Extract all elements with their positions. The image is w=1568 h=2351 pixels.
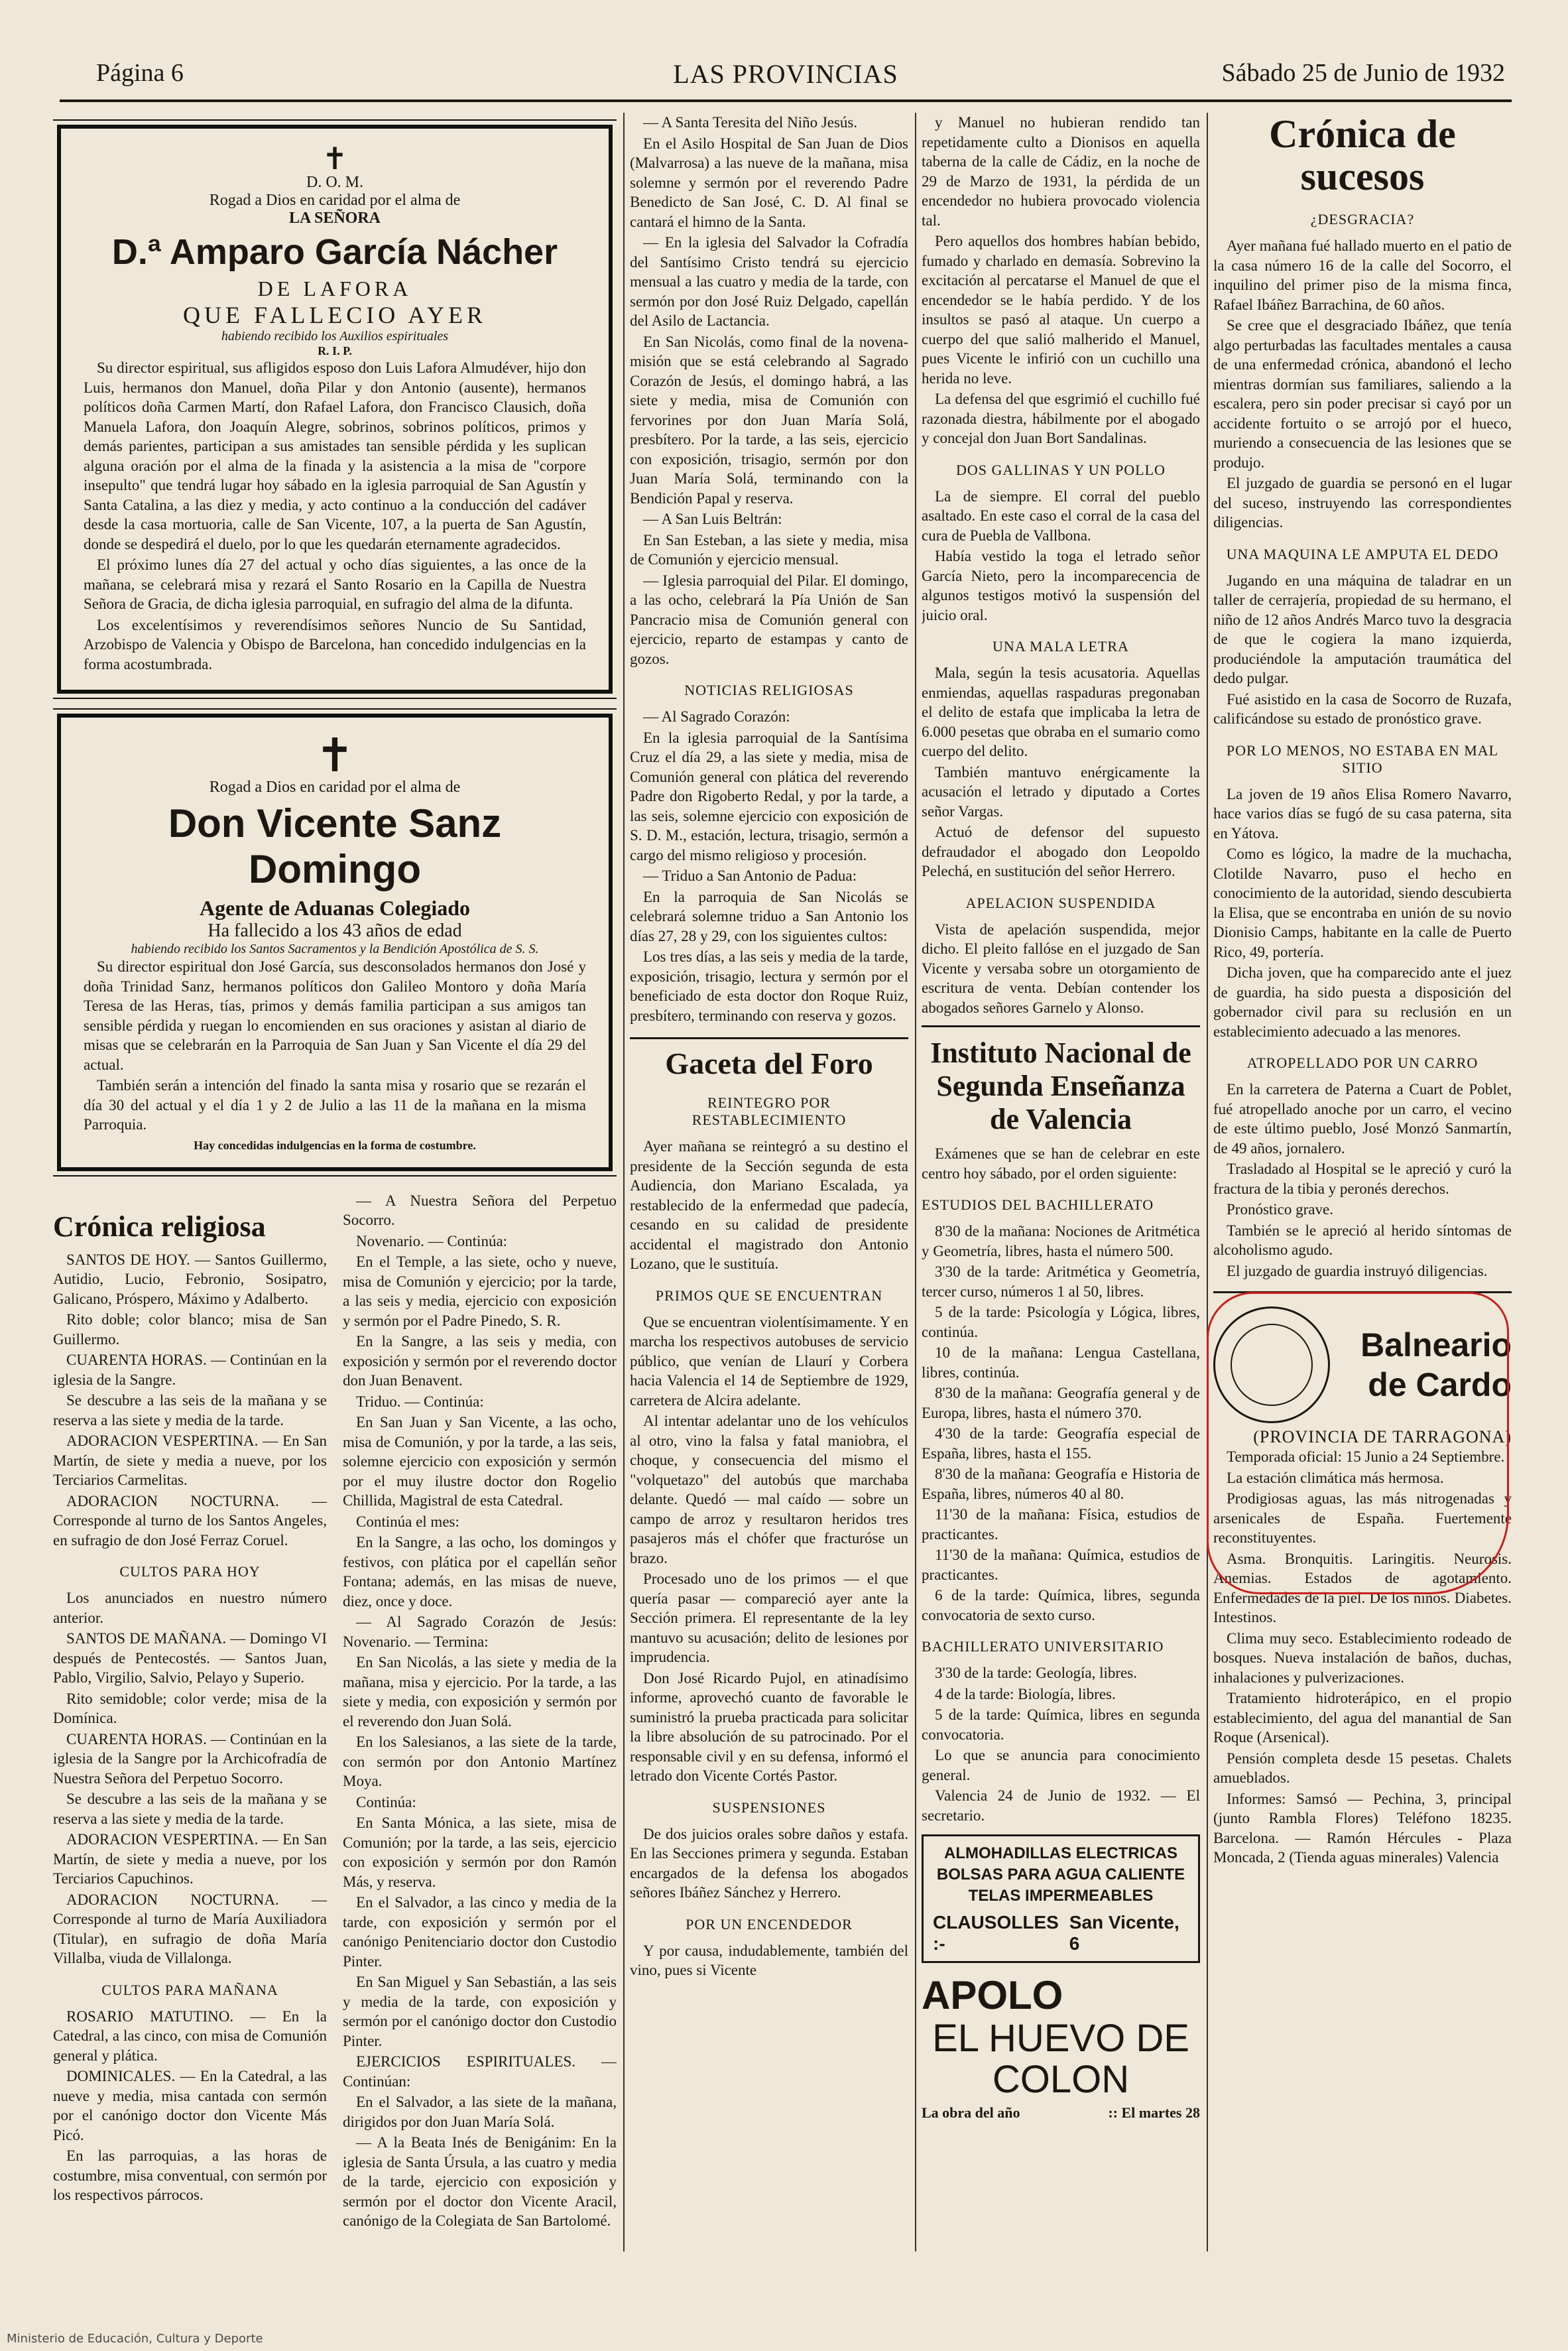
- article-paragraph: Jugando en una máquina de taladrar en un taller de cerrajería, propiedad de su hermano, el niño de 12 años Andrés Marco tuvo la desgracia de que le cogiera la mano izquierda, produciéndole la amputación traumática del dedo pulgar.: [1213, 572, 1512, 686]
- article-paragraph: En San Juan y San Vicente, a las ocho, misa de Comunión, y por la tarde, a las seis, solemne ejercicio con exposición y sermón por el muy ilustre doctor don Rogelio Chillida, Magistral de esta Catedral.: [343, 1414, 617, 1509]
- article-paragraph: ADORACION VESPERTINA. — En San Martín, de siete y media a nueve, por los Terciarios Carmelitas.: [53, 1432, 327, 1488]
- article-paragraph: y Manuel no hubieran rendido tan repetidamente culto a Dionisos en aquella taberna de la calle de Cádiz, en la noche de 29 de Marzo de 1931, la pérdida de un encendedor no hubiera provocado violencia tal.: [922, 114, 1200, 229]
- column-1: [53, 113, 617, 2285]
- article-paragraph: Valencia 24 de Junio de 1932. — El secretario.: [922, 1787, 1200, 1824]
- article-paragraph: De dos juicios orales sobre daños y estafa. En las Secciones primera y segunda. Estaban encargados de la defensa los abogados señores Ibáñez Sánchez y Herrero.: [630, 1825, 908, 1901]
- exam-entry: 11'30 de la mañana: Química, estudios de practicantes.: [922, 1547, 1200, 1583]
- article-paragraph: ROSARIO MATUTINO. — En la Catedral, a las cinco, con misa de Comunión general y plática.: [53, 2007, 327, 2064]
- article-paragraph: Ayer mañana fué hallado muerto en el patio de la casa número 16 de la calle del Socorro, el inquilino del primer piso de la misma finca, Rafael Ibáñez Barrachina, de 60 años.: [1213, 237, 1512, 313]
- ad-paragraph: La estación climática más hermosa.: [1227, 1469, 1444, 1486]
- article-paragraph: En la iglesia parroquial de la Santísima Cruz el día 29, a las siete y media, misa de Comunión general con plática del reverendo Padre don Rigoberto Redal, y por la tarde, a las seis, solemne ejercicio con exposición de S. D. M., estación, lectura, trisagio, sermón a cargo del mismo religioso y procesión.: [630, 729, 908, 863]
- section-title: Gaceta del Foro: [630, 1037, 908, 1081]
- ad-play-title: EL HUEVO DE COLON: [932, 2017, 1189, 2101]
- ad-balneario: [1213, 1291, 1512, 1868]
- exam-entry: 5 de la tarde: Química, libres en segunda convocatoria.: [922, 1706, 1200, 1743]
- article-paragraph: Que se encuentran violentísimamente. Y en marcha los respectivos autobuses de servicio público, que venían de Llaurí y Corbera hacia Valencia el 14 de Septiembre de 1929, carretera de Alcira adelante.: [630, 1313, 908, 1409]
- exam-entry: 4 de la tarde: Biología, libres.: [935, 1685, 1116, 1702]
- balneario-header: [1213, 1306, 1512, 1423]
- article-paragraph: Los tres días, a las seis y media de la tarde, exposición, trisagio, lectura y sermón por el beneficiado de esta doctor don Roque Ruiz, presbítero, terminando con reserva y gozos.: [630, 948, 908, 1024]
- article-paragraph: ADORACION NOCTURNA. — Corresponde al turno de los Santos Angeles, en sufragio de don José Ferraz Coruel.: [53, 1492, 327, 1549]
- cronica-religiosa-left: [53, 1191, 327, 2232]
- deceased-surname: DE LAFORA: [257, 277, 412, 300]
- exam-entry: 3'30 de la tarde: Aritmética y Geometría, tercer curso, números 1 al 50, libres.: [922, 1263, 1200, 1300]
- balneario-seal-icon: [1213, 1306, 1330, 1423]
- column-divider: [1207, 113, 1208, 2252]
- exam-entry: 10 de la mañana: Lengua Castellana, libres, continúa.: [922, 1344, 1200, 1381]
- article-paragraph: En el Asilo Hospital de San Juan de Dios (Malvarrosa) a las nueve de la mañana, misa solemne y sermón por el reverendo Padre Benedicto de San José, C. D. Al final se cantará el himno de la Santa.: [630, 135, 908, 230]
- obituary-text: También serán a intención del finado la santa misa y rosario que se rezarán el día 30 del actual y el día 1 y 2 de Julio a las 11 de la mañana en la misma Parroquia.: [84, 1077, 586, 1133]
- article-paragraph: Pero aquellos dos hombres habían bebido, fumado y charlado en demasía. Sobrevino la excitación al percatarse el Manuel de que el encendedor se le había perdido. Y de los insultos se pasó al ataque. Un cuerpo a cuerpo del que salió malherido el Manuel, pues Vicente le infirió con un cuchillo una herida no leve.: [922, 233, 1200, 387]
- balneario-name-line: de Cardo: [1368, 1366, 1512, 1403]
- cronica-religiosa-section: [53, 1191, 617, 2232]
- rip-label: R. I. P.: [318, 344, 352, 357]
- article-paragraph: Se descubre a las seis de la mañana y se reserva a las siete y media de la tarde.: [53, 1392, 327, 1429]
- exam-entry: 6 de la tarde: Química, libres, segunda convocatoria de sexto curso.: [922, 1587, 1200, 1623]
- subheading: SUSPENSIONES: [712, 1799, 826, 1816]
- article-paragraph: SANTOS DE MAÑANA. — Domingo VI después de Pentecostés. — Santos Juan, Pablo, Virgilio, Salvio, Pelayo y Superio.: [53, 1630, 327, 1686]
- exam-entry: 4'30 de la tarde: Geografía especial de España, libres, hasta el 155.: [922, 1425, 1200, 1462]
- article-paragraph: ADORACION VESPERTINA. — En San Martín, de siete y media a nueve, por los Terciarios Capuchinos.: [53, 1831, 327, 1887]
- article-paragraph: — Al Sagrado Corazón:: [643, 708, 790, 725]
- ad-clausolles: [922, 1834, 1200, 1963]
- sacraments-line: habiendo recibido los Santos Sacramentos y la Bendición Apostólica de S. S.: [131, 942, 539, 956]
- exam-entry: 11'30 de la mañana: Física, estudios de practicantes.: [922, 1506, 1200, 1543]
- subheading: REINTEGRO POR RESTABLECIMIENTO: [692, 1094, 847, 1128]
- column-2: [630, 113, 908, 2285]
- article-paragraph: Rito semidoble; color verde; misa de la Domínica.: [53, 1690, 327, 1726]
- article-paragraph: Vista de apelación suspendida, mejor dicho. El pleito fallóse en el juzgado de San Vicente y versaba sobre un otorgamiento de escritura de venta. Debían contender los abogados señores Garnelo y Alonso.: [922, 921, 1200, 1016]
- ad-paragraph: Clima muy seco. Establecimiento rodeado de bosques. Nueva instalación de baños, duchas, inhalaciones y pulverizaciones.: [1213, 1629, 1512, 1686]
- article-paragraph: CUARENTA HORAS. — Continúan en la iglesia de la Sangre por la Archicofradía de Nuestra Señora del Perpetuo Socorro.: [53, 1730, 327, 1787]
- page-number: Página 6: [96, 59, 184, 87]
- ad-date: :: El martes 28: [1108, 2104, 1200, 2121]
- article-paragraph: La defensa del que esgrimió el cuchillo fué razonada diestra, hábilmente por el abogado y concejal don Juan Bort Sandalinas.: [922, 391, 1200, 446]
- article-paragraph: Los anunciados en nuestro número anterior.: [53, 1590, 327, 1626]
- subheading: POR LO MENOS, NO ESTABA EN MAL SITIO: [1226, 741, 1499, 776]
- ad-apolo: [922, 1972, 1200, 2122]
- article-paragraph: DOMINICALES. — En la Catedral, a las nueve y media, misa cantada con sermón por el canónigo doctor don Vicente Más Picó.: [53, 2068, 327, 2143]
- article-paragraph: Se cree que el desgraciado Ibáñez, que tenía algo perturbadas las facultades mentales a causa de una enfermedad crónica, abandonó el lecho mientras dormían sus familiares, saliendo a la escalera, pero sin poder precisar si cayó por un accidente fortuito o se arrojó por el hueco, muriendo a consecuencia de las lesiones que se produjo.: [1213, 317, 1512, 471]
- prayer-line: Rogad a Dios en caridad por el alma de: [209, 192, 461, 209]
- article-paragraph: EJERCICIOS ESPIRITUALES. — Continúan:: [343, 2053, 617, 2090]
- article-paragraph: En la Sangre, a las ocho, los domingos y festivos, con plática por el capellán señor Fontana; además, en las misas de nueve, diez, once y doce.: [343, 1534, 617, 1610]
- subheading: ESTUDIOS DEL BACHILLERATO: [922, 1196, 1154, 1213]
- article-paragraph: Actuó de defensor del supuesto defraudador el abogado don Leopoldo Pelechá, en sustitución del señor Herrero.: [922, 824, 1200, 879]
- obituary-text: Su director espiritual don José García, sus desconsolados hermanos don José y doña Trinidad Sanz, hermanos políticos don Galileo Montoro y doña María Teresa de las Heras, tías, primos y demás familia participan a sus amigos tan sensible pérdida y ruegan lo encomienden en sus oraciones y asistan al diario de misas que se celebrarán en la Parroquia de San Juan y San Vicente el día 29 del actual.: [84, 958, 586, 1073]
- article-paragraph: En las parroquias, a las horas de costumbre, misa conventual, con sermón por los respectivos párrocos.: [53, 2147, 327, 2203]
- article-paragraph: SANTOS DE HOY. — Santos Guillermo, Autidio, Lucio, Febronio, Sosipatro, Galicano, Próspero, Máximo y Adalberto.: [53, 1251, 327, 1307]
- article-paragraph: ADORACION NOCTURNA. — Corresponde al turno de María Auxiliadora (Titular), en sufragio de doña María Villalba, viuda de Villalonga.: [53, 1891, 327, 1966]
- article-paragraph: Y por causa, indudablemente, también del vino, pues si Vicente: [630, 1942, 908, 1978]
- article-paragraph: En Santa Mónica, a las siete, misa de Comunión; por la tarde, a las seis, ejercicio con exposición y sermón por don Ramón Más, y reserva.: [343, 1814, 617, 1890]
- article-paragraph: — Al Sagrado Corazón de Jesús: Novenario. — Termina:: [343, 1614, 617, 1650]
- header-rule: [60, 99, 1512, 102]
- age-line: Ha fallecido a los 43 años de edad: [208, 921, 462, 941]
- article-paragraph: Como es lógico, la madre de la muchacha, Clotilde Navarro, puso el hecho en conocimiento de la autoridad, siendo descubierta la Elisa, que se encontraba en unión de su novio Dionisio Camps, habitante en la calle de Puerto Rico, 49, portería.: [1213, 846, 1512, 960]
- article-paragraph: Don José Ricardo Pujol, en atinadísimo informe, aprovechó cuanto de favorable le suministró la prueba practicada para solicitar la libre absolución de su patrocinado. Por el responsable civil y en su defensa, informó el letrado don Vicente Cortés Pastor.: [630, 1669, 908, 1784]
- deceased-name: D.ª Amparo García Nácher: [111, 232, 558, 272]
- article-paragraph: Trasladado al Hospital se le apreció y curó la fractura de la tibia y peronés derechos.: [1213, 1161, 1512, 1197]
- article-paragraph: Mala, según la tesis acusatoria. Aquellas enmiendas, aquellas raspaduras pregonaban el delito de estafa que implicaba la letra de 6.000 pesetas que obraba en el sumario como cuerpo del delito.: [922, 665, 1200, 759]
- section-title: Instituto Nacional de Segunda Enseñanza de Valencia: [922, 1025, 1200, 1136]
- article-paragraph: — Iglesia parroquial del Pilar. El domingo, a las ocho, celebrará la Pía Unión de San Pancracio misa de Comunión general con ejercicio, reparto de estampas y canto de gozos.: [630, 572, 908, 667]
- ad-line: ALMOHADILLAS ELECTRICAS: [944, 1844, 1177, 1862]
- article-paragraph: Novenario. — Continúa:: [356, 1232, 508, 1249]
- cronica-religiosa-right: [343, 1191, 617, 2232]
- cross-icon: ✝: [315, 728, 355, 783]
- death-line: QUE FALLECIO AYER: [182, 302, 487, 328]
- exam-entry: 8'30 de la mañana: Geografía general y de Europa, libres, hasta el número 370.: [922, 1385, 1200, 1421]
- article-paragraph: El juzgado de guardia se personó en el lugar del suceso, instruyendo las correspondientes diligencias.: [1213, 475, 1512, 531]
- article-paragraph: Triduo. — Continúa:: [356, 1393, 484, 1410]
- ad-theatre: APOLO: [922, 1973, 1063, 2017]
- article-paragraph: Ayer mañana se reintegró a su destino el presidente de la Sección segunda de esta Audiencia, don Mariano Escalada, ya restablecido de la enfermedad que padecía, cesando en su calidad de presidente accidental el magistrado don Antonio Lozano, que le sustituía.: [630, 1138, 908, 1272]
- article-paragraph: Continúa el mes:: [356, 1513, 459, 1530]
- deceased-name: Don Vicente Sanz Domingo: [168, 801, 502, 891]
- indulgence-line: Hay concedidas indulgencias en la forma de costumbre.: [194, 1138, 476, 1152]
- subheading: ATROPELLADO POR UN CARRO: [1246, 1054, 1478, 1071]
- obituary-text: El próximo lunes día 27 del actual y ocho días siguientes, a las once de la mañana, se celebrará misa y rezará el Santo Rosario en la Capilla de Nuestra Señora de Gracia, de dicha iglesia parroquial, en sufragio del alma de la difunta.: [84, 556, 586, 612]
- subheading: UNA MAQUINA LE AMPUTA EL DEDO: [1226, 545, 1499, 562]
- column-4: [1213, 113, 1512, 2285]
- article-paragraph: La de siempre. El corral del pueblo asaltado. En este caso el corral de la casa del cura de Puebla de Vallbona.: [922, 487, 1200, 544]
- article-paragraph: En la parroquia de San Nicolás se celebrará solemne triduo a San Antonio los días 27, 28 y 29, con los siguientes cultos:: [630, 888, 908, 944]
- article-paragraph: Procesado uno de los primos — el que quería pasar — compareció ayer ante la Sección primera. El representante de la ley mantuvo su acusación; delito de lesiones por imprudencia.: [630, 1570, 908, 1665]
- profession-line: Agente de Aduanas Colegiado: [199, 896, 471, 920]
- article-paragraph: Fué asistido en la casa de Socorro de Ruzafa, calificándose su estado de pronóstico grave.: [1213, 690, 1512, 727]
- newspaper-title: LAS PROVINCIAS: [673, 59, 898, 89]
- article-paragraph: — A San Luis Beltrán:: [643, 511, 782, 527]
- balneario-province: (PROVINCIA DE TARRAGONA): [1253, 1427, 1512, 1446]
- article-paragraph: — A Nuestra Señora del Perpetuo Socorro.: [343, 1192, 617, 1228]
- subheading: APELACION SUSPENDIDA: [965, 894, 1156, 911]
- title-label: LA SEÑORA: [288, 210, 381, 227]
- issue-date: Sábado 25 de Junio de 1932: [1221, 59, 1505, 87]
- subheading: CULTOS PARA HOY: [119, 1563, 261, 1580]
- column-3: [922, 113, 1200, 2285]
- article-paragraph: La joven de 19 años Elisa Romero Navarro, hace varios días se fugó de su casa paterna, sita en Yátova.: [1213, 785, 1512, 842]
- balneario-name-line: Balneario: [1360, 1326, 1512, 1364]
- article-paragraph: En el Temple, a las siete, ocho y nueve, misa de Comunión y ejercicio; por la tarde, a las seis y media, ejercicio con exposición y sermón por el Padre Pinedo, S. R.: [343, 1253, 617, 1329]
- article-paragraph: Continúa:: [356, 1793, 416, 1811]
- obituary-text: Su director espiritual, sus afligidos esposo don Luis Lafora Almudéver, hijo don Luis, hermanos don Manuel, doña Pilar y don Antonio (ausente), hermanos políticos doña Carmen Martí, don Rafael Lafora, don Francisco Clausich, doña Manuela Lafora, don Joaquín Alegre, sobrinos, sobrinos políticos, primos y demás parientes, participan a sus amistades tan sensible pérdida y les suplican alguna oración por el alma de la finada y la asistencia a la misa de "corpore insepulto" que tendrá lugar hoy sábado en la iglesia parroquial de San Agustín y Santa Catalina, a las diez y media, y acto continuo a la conducción del cadáver desde la casa mortuoria, calle de San Vicente, 107, a la puerta de San Agustín, donde se despedirá el duelo, por lo que les quedarán eternamente agradecidos.: [84, 359, 586, 552]
- balneario-name: [1330, 1325, 1512, 1405]
- ad-line: TELAS IMPERMEABLES: [968, 1887, 1154, 1905]
- ad-brand: CLAUSOLLES :-: [933, 1912, 1059, 1954]
- subheading: CULTOS PARA MAÑANA: [101, 1981, 278, 1998]
- article-paragraph: — Triduo a San Antonio de Padua:: [643, 867, 857, 884]
- article-paragraph: — A Santa Teresita del Niño Jesús.: [643, 114, 858, 131]
- sacraments-line: habiendo recibido los Auxilios espirituales: [221, 329, 449, 344]
- article-paragraph: En los Salesianos, a las siete de la tarde, con sermón por don Antonio Martínez Moya.: [343, 1734, 617, 1789]
- subheading: PRIMOS QUE SE ENCUENTRAN: [655, 1287, 883, 1304]
- obituary-sanz-domingo: [57, 714, 613, 1171]
- archive-credit: Ministerio de Educación, Cultura y Deporte: [7, 2332, 263, 2346]
- article-paragraph: Había vestido la toga el letrado señor García Nieto, pero la incomparecencia de algunos testigos motivó la suspensión del juicio oral.: [922, 548, 1200, 623]
- subheading: POR UN ENCENDEDOR: [686, 1915, 853, 1933]
- ad-footer: [922, 2104, 1200, 2122]
- ad-tagline: La obra del año: [922, 2104, 1020, 2121]
- article-paragraph: En San Nicolás, como final de la novena-misión que se está celebrando al Sagrado Corazón de Jesús, el domingo habrá, a las siete y media, misa de Comunión con fervorines por don Juan María Solá, presbítero. Por la tarde, a las seis, ejercicio con exposición, trisagio, sermón por don Juan María Solá, terminando con la Bendición Papal y reserva.: [630, 333, 908, 507]
- article-paragraph: También se le apreció al herido síntomas de alcoholismo agudo.: [1213, 1222, 1512, 1258]
- ad-paragraph: Pensión completa desde 15 pesetas. Chalets amueblados.: [1213, 1749, 1512, 1786]
- subheading: DOS GALLINAS Y UN POLLO: [956, 461, 1166, 478]
- article-paragraph: Al intentar adelantar uno de los vehículos al otro, vino la falsa y fatal maniobra, el choque, y consecuencia del mismo el "volquetazo" del autobús que marchaba delante. Quedó — mal caído — sobre un campo de arroz y resultaron heridos tres pasajeros más el chófer que fracturóse un brazo.: [630, 1413, 908, 1566]
- article-paragraph: En la Sangre, a las seis y media, con exposición y sermón por el reverendo doctor don Juan Benavent.: [343, 1333, 617, 1389]
- column-divider: [623, 113, 625, 2252]
- obituary-garcia-nacher: [57, 125, 613, 694]
- ad-paragraph: Temporada oficial: 15 Junio a 24 Septiembre.: [1227, 1448, 1505, 1465]
- exam-entry: 3'30 de la tarde: Geología, libres.: [935, 1665, 1137, 1681]
- article-paragraph: En el Salvador, a las cinco y media de la tarde, con exposición y sermón por el canónigo Penitenciario doctor don Custodio Pinter.: [343, 1894, 617, 1970]
- ad-paragraph: Prodigiosas aguas, las más nitrogenadas y arsenicales de España. Fuertemente reconstituyentes.: [1213, 1490, 1512, 1546]
- section-title: Crónica de sucesos: [1269, 113, 1456, 198]
- article-paragraph: Rito doble; color blanco; misa de San Guillermo.: [53, 1311, 327, 1348]
- article-paragraph: Dicha joven, que ha comparecido ante el juez de guardia, ha sido puesta a disposición del gobernador civil para su reclusión en un establecimiento adecuado a las menores.: [1213, 964, 1512, 1040]
- ad-paragraph: Informes: Samsó — Pechina, 3, principal (junto Rambla Flores) Teléfono 18235. Barcelona. — Ramón Hércules - Plaza Moncada, 2 (Tienda aguas minerales) Valencia: [1213, 1790, 1512, 1866]
- section-title: Crónica religiosa: [53, 1210, 266, 1243]
- exam-entry: 5 de la tarde: Psicología y Lógica, libres, continúa.: [922, 1304, 1200, 1340]
- article-paragraph: Se descubre a las seis de la mañana y se reserva a las siete y media de la tarde.: [53, 1791, 327, 1827]
- column-divider: [915, 113, 916, 2252]
- exam-entry: 8'30 de la mañana: Geografía e Historia de España, libres, números 40 al 80.: [922, 1466, 1200, 1502]
- subheading: UNA MALA LETRA: [993, 638, 1129, 655]
- dom-label: D. O. M.: [306, 174, 363, 191]
- article-paragraph: Lo que se anuncia para conocimiento general.: [922, 1747, 1200, 1783]
- article-paragraph: Pronóstico grave.: [1227, 1201, 1333, 1218]
- subheading: ¿DESGRACIA?: [1310, 211, 1415, 227]
- ad-address: San Vicente, 6: [1069, 1912, 1179, 1954]
- ad-footer: [933, 1912, 1189, 1954]
- article-paragraph: También mantuvo enérgicamente la acusación el letrado y diputado a Cortes señor Vargas.: [922, 763, 1200, 820]
- article-paragraph: CUARENTA HORAS. — Continúan en la iglesia de la Sangre.: [53, 1352, 327, 1388]
- article-paragraph: En el Salvador, a las siete de la mañana, dirigidos por don Juan María Solá.: [343, 2094, 617, 2130]
- article-paragraph: En San Miguel y San Sebastián, a las seis y media de la tarde, con exposición y sermón por el canónigo doctor don Custodio Pinter.: [343, 1974, 617, 2049]
- subheading: NOTICIAS RELIGIOSAS: [684, 682, 854, 698]
- article-paragraph: En la carretera de Paterna a Cuart de Poblet, fué atropellado anoche por un carro, el vecino de este último pueblo, José Monzó Sanmartín, de 49 años, jornalero.: [1213, 1081, 1512, 1157]
- article-paragraph: En San Nicolás, a las siete y media de la mañana, misa y ejercicio. Por la tarde, a las siete y media, con exposición y sermón por el reverendo don Juan Solá.: [343, 1654, 617, 1730]
- ad-paragraph: Asma. Bronquitis. Laringitis. Neurosis. Anemias. Estados de agotamiento. Enfermedades de la piel. De los niños. Diabetes. Intestinos.: [1213, 1550, 1512, 1625]
- article-paragraph: En San Esteban, a las siete y media, misa de Comunión y ejercicio mensual.: [630, 531, 908, 568]
- obituary-text: Los excelentísimos y reverendísimos señores Nuncio de Su Santidad, Arzobispo de Valencia y Obispo de Barcelona, han concedido indulgencias en la forma acostumbrada.: [84, 616, 586, 672]
- article-paragraph: El juzgado de guardia instruyó diligencias.: [1227, 1262, 1488, 1279]
- cross-icon: ✝: [322, 141, 348, 176]
- ad-line: BOLSAS PARA AGUA CALIENTE: [936, 1866, 1185, 1883]
- subheading: BACHILLERATO UNIVERSITARIO: [922, 1638, 1164, 1655]
- article-paragraph: — En la iglesia del Salvador la Cofradía del Santísimo Cristo tendrá su ejercicio mensual a las cuatro y media de la tarde, con sermón por don José Ruiz Delgado, capellán del Asilo de Lactancia.: [630, 234, 908, 329]
- ad-paragraph: Tratamiento hidroterápico, en el propio establecimiento, del agua del manantial de San Roque (Arsenical).: [1213, 1690, 1512, 1746]
- article-paragraph: Exámenes que se han de celebrar en este centro hoy sábado, por el orden siguiente:: [922, 1145, 1200, 1182]
- page-header: [60, 46, 1512, 99]
- exam-entry: 8'30 de la mañana: Nociones de Aritmética y Geometría, libres, hasta el número 500.: [922, 1223, 1200, 1259]
- article-paragraph: — A la Beata Inés de Benigánim: En la iglesia de Santa Úrsula, a las cuatro y media de la tarde, ejercicio con exposición y sermón por el doctor don Vicente Aracil, canónigo de la Colegiata de San Bartolomé.: [343, 2134, 617, 2229]
- prayer-line: Rogad a Dios en caridad por el alma de: [209, 779, 461, 796]
